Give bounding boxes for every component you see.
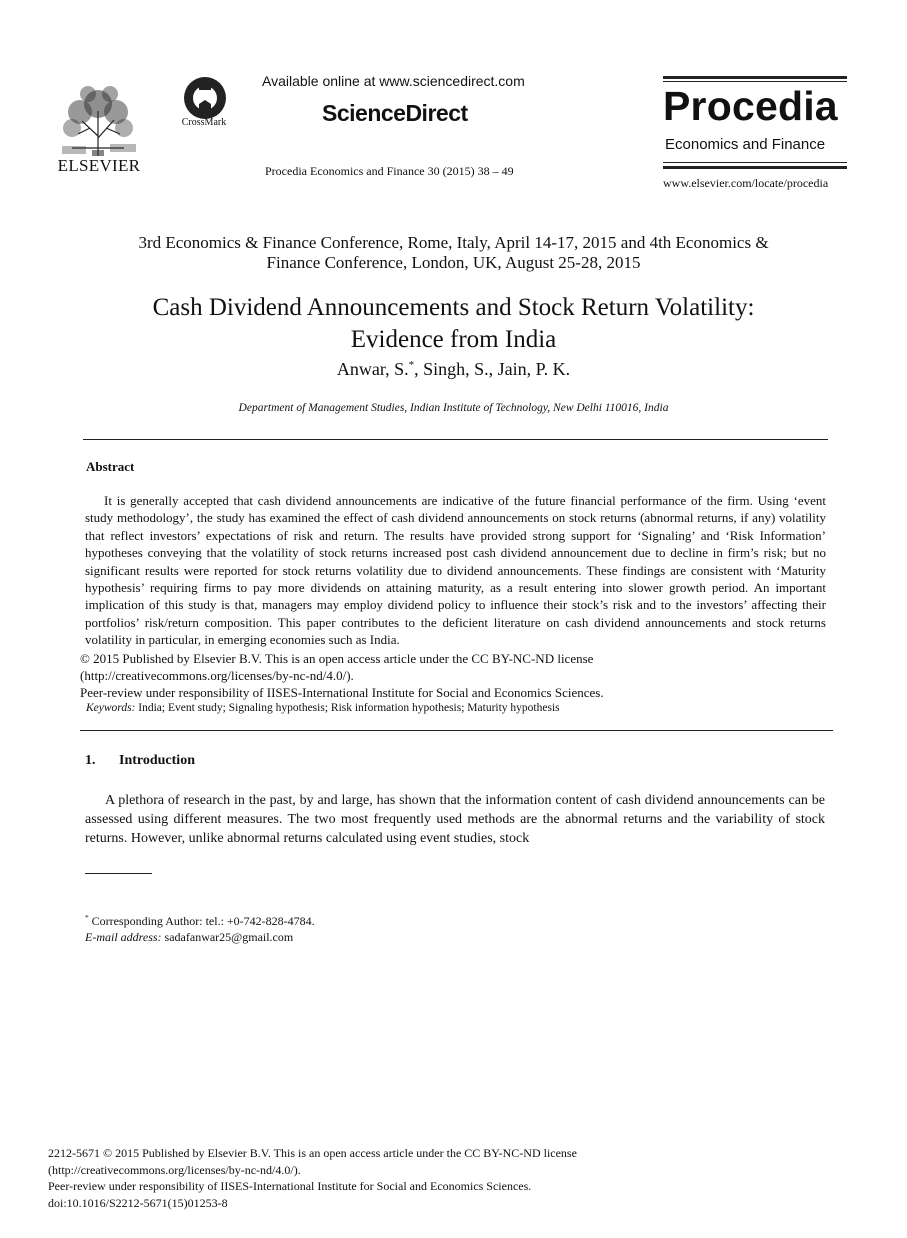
procedia-bottom-rule-thin [663, 162, 847, 163]
procedia-logo-subtitle: Economics and Finance [665, 136, 826, 153]
elsevier-wordmark: ELSEVIER [57, 156, 141, 175]
keywords [86, 702, 826, 714]
footnote-mark: * [85, 914, 89, 922]
procedia-top-rule [663, 76, 847, 79]
corresponding-author-text: Corresponding Author: tel.: +0-742-828-4784. [88, 914, 315, 928]
crossmark-label: CrossMark [181, 117, 227, 128]
email-label: E-mail address: [85, 930, 162, 944]
abstract-bottom-rule [80, 730, 833, 731]
abstract-heading: Abstract [86, 459, 135, 474]
affiliation: Department of Management Studies, Indian Institute of Technology, New Delhi 110016, India [238, 402, 669, 414]
license-line-1: © 2015 Published by Elsevier B.V. This is an open access article under the CC BY-NC-ND license [80, 651, 594, 666]
footnote-rule [85, 873, 152, 874]
paper-title-line-2: Evidence from India [350, 326, 557, 353]
paper-title-line-1: Cash Dividend Announcements and Stock Return Volatility: [152, 294, 755, 321]
email-footnote [85, 930, 293, 945]
procedia-logo-title: Procedia [663, 83, 838, 129]
procedia-url-link[interactable]: www.elsevier.com/locate/procedia [663, 176, 829, 190]
issn-license-line: 2212-5671 © 2015 Published by Elsevier B.V. This is an open access article under the CC BY-NC-ND license [48, 1146, 577, 1160]
author-list [60, 359, 847, 380]
peer-review-note: Peer-review under responsibility of IISES-International Institute for Social and Economics Sciences. [80, 685, 604, 700]
bottom-license-url-link[interactable]: (http://creativecommons.org/licenses/by-nc-nd/4.0/). [48, 1162, 301, 1177]
procedia-top-rule-thin [663, 81, 847, 82]
conference-line-2: Finance Conference, London, UK, August 25-28, 2015 [266, 253, 641, 272]
sciencedirect-logo: ScienceDirect [322, 100, 468, 126]
doi-link[interactable]: doi:10.1016/S2212-5671(15)01253-8 [48, 1195, 228, 1210]
procedia-bottom-rule [663, 166, 847, 169]
abstract-top-rule [83, 439, 828, 440]
bottom-publication-info [48, 1145, 848, 1211]
section-number: 1. [85, 753, 96, 768]
corresponding-author-footnote [85, 914, 315, 929]
license-block [80, 650, 830, 701]
keywords-label: Keywords: [86, 702, 136, 714]
section-title: Introduction [119, 753, 195, 768]
corresponding-author-mark: * [408, 359, 415, 371]
keywords-list: India; Event study; Signaling hypothesis; Risk information hypothesis; Maturity hypothesis [135, 702, 560, 714]
available-online-text: Available online at www.sciencedirect.com [262, 73, 525, 89]
email-address[interactable]: sadafanwar25@gmail.com [161, 930, 294, 944]
first-author: Anwar, S. [336, 359, 409, 379]
license-url-link[interactable]: (http://creativecommons.org/licenses/by-nc-nd/4.0/). [80, 668, 354, 683]
bottom-peer-review: Peer-review under responsibility of IISES-International Institute for Social and Economics Sciences. [48, 1179, 532, 1193]
abstract-text: It is generally accepted that cash dividend announcements are indicative of the future financial performance of the firm. Using ‘event study methodology’, the study has examined the effect of cash dividend announcements on stock returns (abnormal returns, if any) volatility that reflect investors’ expectations of risk and return. The results have provided strong support for ‘Signaling’ and ‘Risk Information’ hypotheses conveying that the volatility of stock returns increased post cash dividend announcement due to decline in firm’s risk; but no significant results were reported for stock returns volatility due to dividend announcements. These findings are consistent with ‘Maturity hypothesis’ requiring firms to pay more dividends on attaining maturity, as a result entering into slower growth period. An important implication of this study is that, managers may employ dividend policy to influence their stock’s risk and to the investors’ affecting their portfolios’ risk/return composition. This paper contributes to the deficient literature on cash dividend announcements and stock returns volatility in particular, in emerging economies such as India. [85, 493, 826, 648]
paper-title [60, 292, 847, 356]
conference-info [70, 233, 837, 273]
journal-citation: Procedia Economics and Finance 30 (2015) 38 – 49 [265, 164, 514, 178]
other-authors: , Singh, S., Jain, P. K. [414, 359, 571, 379]
introduction-text: A plethora of research in the past, by and large, has shown that the information content of cash dividend announcements can be assessed using different measures. The two most frequently used methods are the abnormal returns and the variability of stock returns. However, unlike abnormal returns calculated using event studies, stock [85, 793, 825, 846]
conference-line-1: 3rd Economics & Finance Conference, Rome, Italy, April 14-17, 2015 and 4th Economics & [138, 233, 769, 252]
